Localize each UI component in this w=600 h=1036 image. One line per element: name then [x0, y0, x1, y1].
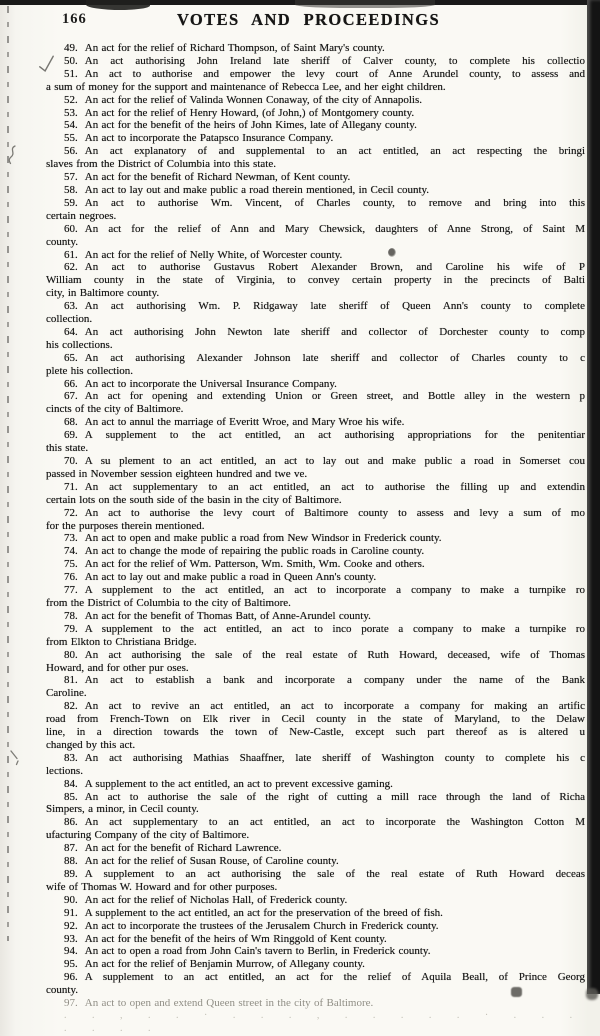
scan-top-border-smudge — [295, 0, 435, 8]
faded-illegible-line: . . , . . · . . . , . . . . . · . . . . . . . — [64, 1009, 578, 1034]
act-text: An act authorising Mathias Shaaffner, late sheriff of Washington county to complete his c — [84, 751, 585, 764]
act-entry — [46, 933, 585, 946]
act-number: 54. — [64, 119, 78, 132]
act-line — [46, 223, 585, 236]
act-number: 66. — [64, 377, 78, 390]
act-line — [46, 545, 585, 558]
act-number: 84. — [64, 777, 78, 790]
act-line — [46, 68, 585, 81]
act-line-continuation: this state. — [46, 442, 89, 455]
act-number: 83. — [64, 751, 78, 764]
act-text: A su plement to an act entitled, an act to lay out and make public a road in Somerset cou — [84, 455, 585, 467]
act-line — [46, 584, 585, 597]
act-text: An act explanatory of and supplemental to an act entitled, an act respecting the bringi — [84, 145, 585, 158]
act-line — [46, 249, 585, 262]
scan-right-border-end — [586, 988, 598, 1000]
act-line-continuation: cincts of the city of Baltimore. — [46, 403, 184, 416]
act-line — [46, 700, 585, 713]
act-line-continuation: plete his collection. — [46, 364, 134, 377]
act-line-continuation: city, in Baltimore county. — [46, 287, 160, 300]
act-line — [46, 558, 585, 571]
act-line — [46, 300, 585, 313]
act-number: 55. — [64, 132, 78, 145]
act-line — [46, 145, 585, 158]
act-entry — [46, 455, 585, 481]
act-number: 89. — [64, 868, 78, 880]
act-text: An act to incorporate the Patapsco Insurance Company. — [84, 132, 334, 145]
act-number: 65. — [64, 351, 78, 364]
act-entry — [46, 145, 585, 171]
act-number: 85. — [64, 790, 78, 803]
act-entry — [46, 610, 585, 623]
act-number: 68. — [64, 416, 78, 429]
act-line-continuation: certain lots on the south side of the basin in the city of Baltimore. — [46, 493, 342, 506]
act-text: An act to authorise the sale of the right of cutting a mill race through the land of Richa — [84, 790, 585, 803]
act-number: 64. — [64, 325, 78, 338]
act-text: An act authorising John Ireland late sheriff of Calver county, to complete his collectio — [84, 54, 585, 67]
act-text: An act to incorporate the Universal Insurance Company. — [84, 377, 337, 390]
act-entry — [46, 945, 585, 958]
act-entry — [46, 649, 585, 675]
act-line-continuation: certain negroes. — [46, 209, 117, 222]
act-line — [46, 842, 585, 855]
act-text: An act for the relief of Susan Rouse, of Caroline county. — [84, 855, 339, 868]
act-entry — [46, 261, 585, 300]
act-entry — [46, 842, 585, 855]
act-number: 72. — [64, 506, 78, 519]
act-number: 70. — [64, 455, 78, 467]
act-number: 52. — [64, 93, 78, 106]
act-line — [46, 352, 585, 365]
act-number: 60. — [64, 222, 78, 235]
act-line-continuation: for the purposes therein mentioned. — [46, 519, 205, 532]
act-entry — [46, 55, 585, 68]
act-line — [46, 997, 585, 1010]
act-entry — [46, 326, 585, 352]
act-text: An act authorising the sale of the real estate of Ruth Howard, deceased, wife of Thomas — [84, 648, 585, 661]
act-line — [46, 390, 585, 403]
act-line-continuation: wife of Thomas W. Howard and for other purposes. — [46, 880, 278, 893]
act-line — [46, 132, 585, 145]
act-number: 88. — [64, 855, 78, 868]
act-line-continuation: William county in the state of Virginia, to convey certain property in the precincts of Balti — [46, 274, 585, 287]
act-entry — [46, 249, 585, 262]
act-line — [46, 649, 585, 662]
act-text: An act to authorise Wm. Vincent, of Charles county, to remove and bring into this — [84, 196, 585, 209]
act-entry — [46, 700, 585, 752]
act-line-continuation: from Elkton to Christiana Bridge. — [46, 635, 197, 648]
act-line-continuation: collection. — [46, 313, 93, 326]
act-entry — [46, 94, 585, 107]
act-line — [46, 326, 585, 339]
act-line — [46, 610, 585, 623]
act-line — [46, 958, 585, 971]
act-entry — [46, 958, 585, 971]
pencil-tick-mark — [9, 749, 21, 766]
act-line — [46, 907, 585, 920]
act-entry — [46, 132, 585, 145]
act-line-continuation: ufacturing Company of the city of Baltimore. — [46, 829, 250, 842]
act-line — [46, 623, 585, 636]
act-entry — [46, 752, 585, 778]
act-text: A supplement to the act entitled, an act to incorporate a company to make a turnpike ro — [84, 584, 585, 597]
act-text: An act for the benefit of the heirs of John Kimes, late of Allegany county. — [84, 119, 417, 132]
act-line — [46, 171, 585, 184]
act-line — [46, 855, 585, 868]
act-line — [46, 184, 585, 197]
act-entry — [46, 971, 585, 997]
act-text: An act for the relief of Nicholas Hall, of Frederick county. — [84, 893, 348, 906]
act-text: An act authorising Alexander Johnson late sheriff and collector of Charles county to c — [84, 351, 585, 364]
act-number: 92. — [64, 919, 78, 932]
act-line — [46, 894, 585, 907]
act-entry — [46, 907, 585, 920]
act-line — [46, 920, 585, 933]
act-number: 90. — [64, 893, 78, 906]
act-text: An act to authorise and empower the levy court of Anne Arundel county, to assess and — [84, 67, 585, 80]
act-number: 59. — [64, 196, 78, 209]
act-text: An act authorising Wm. P. Ridgaway late sheriff of Queen Ann's county to complete — [84, 300, 585, 313]
act-text: An act to lay out and make public a road therein mentioned, in Cecil county. — [84, 183, 430, 196]
scan-right-border — [587, 0, 600, 994]
act-text: An act supplementary to an act entitled, an act to authorise the filling up and extendin — [84, 480, 585, 493]
act-entry — [46, 558, 585, 571]
page-number: 166 — [62, 11, 87, 27]
act-text: An act to incorporate the trustees of the Jerusalem Church in Frederick county. — [84, 919, 439, 932]
act-number: 71. — [64, 480, 78, 493]
act-number: 86. — [64, 816, 78, 829]
act-entry — [46, 68, 585, 94]
act-number: 63. — [64, 300, 78, 313]
act-entry — [46, 300, 585, 326]
act-entry — [46, 623, 585, 649]
act-line — [46, 791, 585, 804]
act-entry — [46, 197, 585, 223]
act-number: 62. — [64, 261, 78, 274]
act-line-continuation: passed in November session eighteen hundred and twe ve. — [46, 467, 308, 480]
act-text: An act for the benefit of the heirs of Wm Ringgold of Kent county. — [84, 932, 387, 945]
act-number: 56. — [64, 145, 78, 158]
act-entry — [46, 390, 585, 416]
act-number: 81. — [64, 674, 78, 687]
act-text: An act for opening and extending Union or Green street, and Bottle alley in the western p — [84, 390, 585, 403]
pencil-squiggle-mark — [6, 145, 18, 165]
act-entry — [46, 674, 585, 700]
act-text: An act to authorise the levy court of Baltimore county to assess and levy a sum of mo — [84, 506, 585, 519]
act-number: 50. — [64, 54, 78, 67]
act-text: An act to open a road from John Cain's tavern to Berlin, in Frederick county. — [84, 945, 431, 958]
act-line-continuation: county. — [46, 984, 78, 997]
act-line — [46, 571, 585, 584]
act-entry — [46, 378, 585, 391]
act-entry — [46, 571, 585, 584]
act-number: 69. — [64, 429, 78, 442]
act-line-continuation: slaves from the District of Columbia into this state. — [46, 158, 276, 171]
act-text: An act to open and make public a road from New Windsor in Frederick county. — [84, 532, 442, 545]
act-text: An act to establish a bank and incorporate a company under the name of the Bank — [84, 674, 585, 687]
act-line — [46, 674, 585, 687]
act-line — [46, 42, 585, 55]
act-entry — [46, 997, 585, 1010]
act-text: A supplement to the act entitled, an act authorising appropriations for the penitentiar — [84, 429, 585, 442]
act-number: 93. — [64, 932, 78, 945]
page-title: VOTES AND PROCEEDINGS — [176, 10, 441, 29]
act-text: A supplement to an act entitled, an act for the relief of Aquila Beall, of Prince Georg — [84, 971, 585, 984]
act-entry — [46, 778, 585, 791]
act-text: An act for the benefit of Richard Lawrence. — [84, 842, 282, 855]
act-line — [46, 752, 585, 765]
act-number: 74. — [64, 545, 78, 558]
act-entry — [46, 107, 585, 120]
act-entry — [46, 894, 585, 907]
act-number: 87. — [64, 842, 78, 855]
act-number: 91. — [64, 906, 78, 919]
pencil-check-mark — [37, 55, 58, 75]
act-line — [46, 507, 585, 520]
act-number: 79. — [64, 622, 78, 635]
act-entry — [46, 920, 585, 933]
act-entry — [46, 532, 585, 545]
act-line — [46, 532, 585, 545]
act-text: An act for the relief of Valinda Wonnen Conaway, of the city of Annapolis. — [84, 93, 422, 106]
act-line-continuation: lections. — [46, 764, 83, 777]
act-text: A supplement to the act entitled, an act for the preservation of the breed of fish. — [84, 906, 443, 919]
act-line-continuation: county. — [46, 235, 78, 248]
act-number: 97. — [64, 997, 78, 1010]
act-text: An act for the relief of Wm. Patterson, Wm. Smith, Wm. Cooke and others. — [84, 558, 425, 571]
act-list — [46, 42, 585, 1036]
act-number: 57. — [64, 171, 78, 184]
act-line — [46, 778, 585, 791]
act-number: 51. — [64, 67, 78, 80]
act-line — [46, 197, 585, 210]
act-line — [46, 971, 585, 984]
act-line — [46, 429, 585, 442]
act-line — [46, 55, 585, 68]
act-entry — [46, 416, 585, 429]
act-line-continuation: from the District of Columbia to the city of Baltimore. — [46, 596, 291, 609]
act-line-continuation: changed by this act. — [46, 738, 136, 751]
act-line — [46, 107, 585, 120]
act-number: 94. — [64, 945, 78, 958]
act-line — [46, 94, 585, 107]
act-number: 49. — [64, 42, 78, 54]
act-text: An act for the relief of Richard Thompson, of Saint Mary's county. — [84, 42, 385, 54]
act-line — [46, 816, 585, 829]
act-line — [46, 416, 585, 429]
act-text: A supplement to an act authorising the sale of the real estate of Ruth Howard deceas — [84, 868, 585, 880]
act-text: An act for the relief of Ann and Mary Chewsick, daughters of Anne Strong, of Saint M — [84, 222, 585, 235]
act-number: 82. — [64, 700, 78, 713]
ink-smudge — [511, 987, 522, 997]
act-entry — [46, 481, 585, 507]
act-entry — [46, 171, 585, 184]
act-number: 96. — [64, 971, 78, 984]
act-entry — [46, 429, 585, 455]
act-number: 77. — [64, 584, 78, 597]
act-line — [46, 455, 585, 468]
act-entry — [46, 855, 585, 868]
act-entry — [46, 816, 585, 842]
act-line — [46, 119, 585, 132]
act-number: 58. — [64, 183, 78, 196]
act-number: 95. — [64, 958, 78, 971]
act-line — [46, 933, 585, 946]
act-number: 75. — [64, 558, 78, 571]
act-line-continuation: a sum of money for the support and maintenance of Rebecca Lee, and her eight children. — [46, 80, 446, 93]
ink-blot — [388, 248, 396, 257]
act-entry — [46, 507, 585, 533]
act-entry — [46, 584, 585, 610]
act-line-continuation: road from French-Town on Elk river in Cecil county in the state of Maryland, to the Delaw — [46, 713, 585, 726]
act-number: 67. — [64, 390, 78, 403]
act-text: An act to authorise Gustavus Robert Alexander Brown, and Caroline his wife of P — [84, 261, 585, 274]
act-line — [46, 945, 585, 958]
act-entry — [46, 223, 585, 249]
act-entry — [46, 545, 585, 558]
act-text: An act to lay out and make public a road in Queen Ann's county. — [84, 571, 377, 584]
act-text: A supplement to the act entitled, an act to inco porate a company to make a turnpike ro — [84, 622, 585, 635]
act-line — [46, 868, 585, 881]
act-text: An act for the relief of Benjamin Murrow, of Allegany county. — [84, 958, 365, 971]
act-line-continuation: Howard, and for other pur oses. — [46, 661, 189, 674]
act-number: 61. — [64, 248, 78, 261]
act-text: An act supplementary to an act entitled, an act to incorporate the Washington Cotton M — [84, 816, 585, 829]
act-text: An act to revive an act entitled, an act to incorporate a company for making an artific — [84, 700, 585, 713]
act-entry — [46, 868, 585, 894]
act-line-continuation: Caroline. — [46, 687, 87, 700]
act-number: 76. — [64, 571, 78, 584]
act-entry — [46, 352, 585, 378]
act-text: An act for the relief of Henry Howard, (of John,) of Montgomery county. — [84, 106, 415, 119]
act-text: An act for the benefit of Thomas Batt, of Anne-Arundel county. — [84, 609, 371, 622]
act-number: 80. — [64, 648, 78, 661]
act-line-continuation: his collections. — [46, 338, 113, 351]
act-text: An act authorising John Newton late sheriff and collector of Dorchester county to comp — [84, 325, 585, 338]
act-line — [46, 378, 585, 391]
act-text: An act for the relief of Nelly White, of Worcester county. — [84, 248, 343, 261]
act-text: An act to open and extend Queen street in the city of Baltimore. — [84, 997, 374, 1010]
act-line — [46, 261, 585, 274]
act-text: An act to change the mode of repairing the public roads in Caroline county. — [84, 545, 425, 558]
act-number: 73. — [64, 532, 78, 545]
act-text: A supplement to the act entitled, an act to prevent excessive gaming. — [84, 777, 393, 790]
act-entry — [46, 119, 585, 132]
act-number: 78. — [64, 609, 78, 622]
act-line — [46, 481, 585, 494]
act-entry — [46, 184, 585, 197]
act-entry — [46, 791, 585, 817]
act-text: An act to annul the marriage of Everitt Wroe, and Mary Wroe his wife. — [84, 416, 405, 429]
scan-top-border-blob — [86, 0, 150, 10]
act-text: An act for the benefit of Richard Newman, of Kent county. — [84, 171, 351, 184]
act-line-continuation: line, in a direction towards the town of New-Castle, except such part thereof as is altered u — [46, 726, 585, 739]
act-number: 53. — [64, 106, 78, 119]
act-line-continuation: Simpers, a minor, in Cecil county. — [46, 803, 199, 816]
act-entry — [46, 42, 585, 55]
